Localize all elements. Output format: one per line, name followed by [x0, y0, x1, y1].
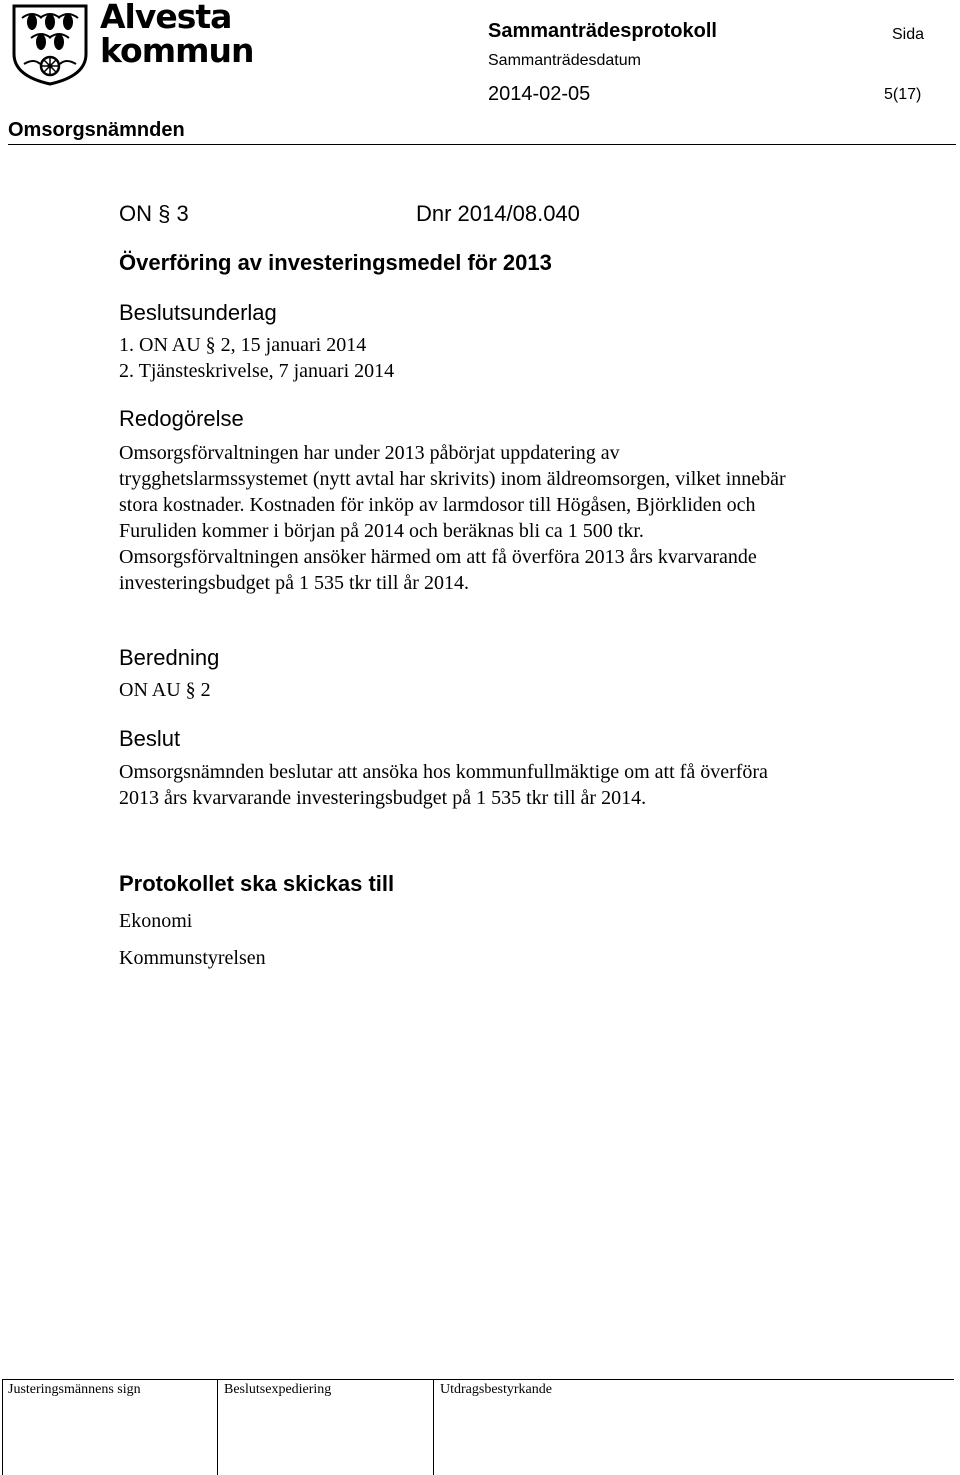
logo-wordmark	[100, 0, 254, 68]
logo-line-1: Alvesta	[100, 0, 232, 36]
footer-border-left	[2, 1379, 3, 1475]
preparation-heading: Beredning	[119, 645, 220, 670]
basis-list	[119, 332, 394, 384]
header-divider	[8, 144, 956, 145]
decision-text: Omsorgsnämnden beslutar att ansöka hos kommunfullmäktige om att få överföra 2013 års kvarvarande investeringsbudget på 1 535 tkr till år 2014.	[119, 761, 768, 809]
document-title: Sammanträdesprotokoll	[488, 20, 717, 42]
coat-of-arms-icon	[8, 2, 92, 86]
report-heading: Redogörelse	[119, 406, 244, 431]
meeting-date-label: Sammanträdesdatum	[488, 52, 641, 69]
logo-line-2: kommun	[100, 31, 254, 70]
footer-divider	[2, 1379, 954, 1380]
decision-dispatch-label: Beslutsexpediering	[224, 1382, 332, 1397]
list-item: 1. ON AU § 2, 15 januari 2014	[119, 334, 367, 356]
decision-heading: Beslut	[119, 726, 181, 751]
preparation-text: ON AU § 2	[119, 679, 211, 701]
paragraph-number: ON § 3	[119, 201, 189, 226]
report-text: Omsorgsförvaltningen har under 2013 påbörjat uppdatering av trygghetslarmssystemet (nytt avtal har skrivits) inom äldreomsorgen, vilket innebär stora kostnader. Kostnaden för inköp av larmdosor till Högåsen, Björkliden och Furuliden kommer i början på 2014 och beräknas bli ca 1 500 tkr. Omsorgsförvaltningen ansöker härmed om att få överföra 2013 års kvarvarande investeringsbudget på 1 535 tkr till år 2014.	[119, 442, 786, 594]
municipality-logo	[8, 0, 254, 88]
recipient-economy: Ekonomi	[119, 910, 193, 932]
extract-certification-label: Utdragsbestyrkande	[440, 1382, 552, 1397]
recipient-municipal-board: Kommunstyrelsen	[119, 947, 266, 969]
list-item: 2. Tjänsteskrivelse, 7 januari 2014	[119, 360, 395, 382]
page-label: Sida	[892, 26, 925, 43]
committee-name: Omsorgsnämnden	[8, 119, 185, 141]
registration-number: Dnr 2014/08.040	[416, 201, 580, 226]
basis-heading: Beslutsunderlag	[119, 300, 277, 325]
distribution-heading: Protokollet ska skickas till	[119, 871, 395, 896]
signature-footer	[0, 1379, 956, 1475]
adjusters-signature-label: Justeringsmännens sign	[8, 1382, 141, 1397]
meeting-date: 2014-02-05	[488, 83, 591, 105]
footer-separator	[433, 1379, 434, 1475]
footer-separator	[217, 1379, 218, 1475]
case-title: Överföring av investeringsmedel för 2013	[119, 250, 552, 275]
page-number: 5(17)	[884, 86, 922, 103]
